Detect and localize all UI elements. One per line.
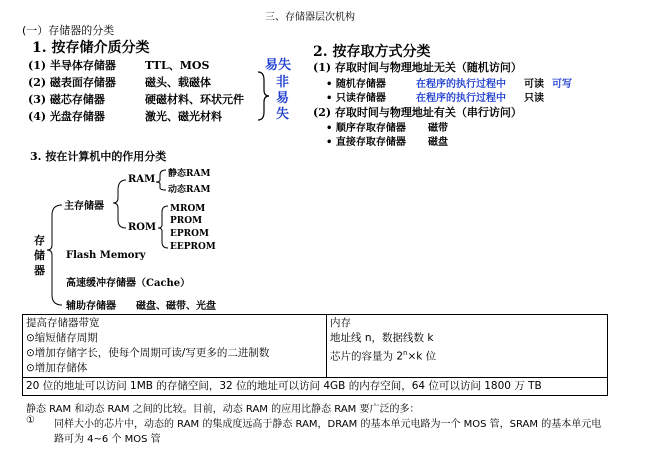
cache-node: 高速缓冲存储器（Cache）: [66, 278, 191, 289]
ram-rw-read: 可读: [524, 79, 544, 90]
ram-note: 在程序的执行过程中: [416, 79, 506, 90]
memory-cell: [327, 315, 608, 378]
heading-access-classification: 2. 按存取方式分类: [313, 44, 431, 60]
media-item-example: 激光、磁光材料: [145, 110, 222, 123]
point-number: ①: [26, 415, 35, 426]
ram-node: RAM: [128, 174, 156, 185]
media-item-name: (2) 磁表面存储器: [28, 76, 116, 89]
sram-node: 静态RAM: [168, 169, 211, 179]
media-item-example: 磁头、载磁体: [145, 76, 211, 89]
direct-example: 磁盘: [428, 137, 448, 148]
media-item-name: (3) 磁芯存储器: [28, 93, 105, 106]
nonvolatile-char: 非: [276, 75, 290, 90]
eprom-node: EPROM: [170, 229, 209, 239]
tree-root-char: 储: [34, 249, 45, 262]
main-memory-label: 主存储器: [64, 201, 104, 212]
memory-heading: 内存: [330, 317, 351, 329]
mrom-node: MROM: [170, 204, 206, 214]
rom-note: 在程序的执行过程中: [416, 93, 506, 104]
rom-node: ROM: [128, 222, 157, 233]
rom-readonly: 只读: [524, 93, 544, 104]
bandwidth-cell: [23, 315, 327, 378]
heading-media-classification: 1. 按存储介质分类: [32, 40, 150, 56]
address-space-note: 20 位的地址可以访问 1MB 的存储空间，32 位的地址可以访问 4GB 的内存空间，64 位可以访问 1800 万 TB: [23, 378, 608, 396]
bandwidth-heading: 提高存储器带宽: [26, 317, 100, 329]
page-title: 三、存储器层次机构: [265, 12, 355, 23]
heading-function-classification: 3. 按在计算机中的作用分类: [30, 150, 167, 163]
section-heading: (一）存储器的分类: [22, 24, 115, 37]
point-text-cont: 路可为 4~6 个 MOS 管: [54, 434, 161, 445]
aux-memory-example: 磁盘、磁带、光盘: [136, 301, 216, 312]
bandwidth-item: ⊙缩短储存周期: [26, 332, 98, 344]
eeprom-node: EEPROM: [170, 242, 216, 252]
media-item-example: TTL、MOS: [145, 59, 210, 72]
direct-label: • 直接存取存储器: [326, 137, 406, 148]
tree-root-char: 存: [34, 234, 45, 247]
bandwidth-memory-table: [22, 314, 608, 396]
compare-line: 静态 RAM 和动态 RAM 之间的比较。目前，动态 RAM 的应用比静态 RAM 要广泛的多：: [26, 404, 420, 415]
ram-label: • 随机存储器: [326, 79, 386, 90]
bandwidth-item: ⊙增加存储体: [26, 362, 88, 374]
nonvolatile-char: 失: [276, 107, 290, 122]
access-serial-heading: (2) 存取时间与物理地址有关（串行访问）: [313, 106, 522, 119]
access-random-heading: (1) 存取时间与物理地址无关（随机访问）: [313, 61, 522, 74]
memory-address-lines: 地址线 n，数据线数 k: [330, 332, 434, 344]
media-item-name: (4) 光盘存储器: [28, 110, 105, 123]
prom-node: PROM: [170, 216, 203, 226]
media-item-example: 硬磁材料、环状元件: [145, 93, 244, 106]
dram-node: 动态RAM: [168, 185, 211, 195]
volatile-label: 易失: [265, 58, 292, 73]
tree-root-char: 器: [34, 264, 45, 277]
aux-memory-node: 辅助存储器: [66, 301, 116, 312]
nonvolatile-char: 易: [276, 91, 290, 106]
memory-capacity: 芯片的容量为 $2^n\times k$ 位: [330, 349, 437, 363]
bandwidth-item: ⊙增加存储字长，使每个周期可读/写更多的二进制数: [26, 347, 270, 359]
point-text: 同样大小的芯片中，动态的 RAM 的集成度远高于静态 RAM，DRAM 的基本单元电路为一个 MOS 管，SRAM 的基本单元电: [54, 419, 602, 430]
rom-label: • 只读存储器: [326, 93, 386, 104]
sequential-example: 磁带: [428, 123, 448, 134]
media-item-name: (1) 半导体存储器: [28, 59, 116, 72]
ram-rw-write: 可写: [552, 79, 572, 90]
sequential-label: • 顺序存取存储器: [326, 123, 406, 134]
flash-node: Flash Memory: [66, 250, 146, 261]
